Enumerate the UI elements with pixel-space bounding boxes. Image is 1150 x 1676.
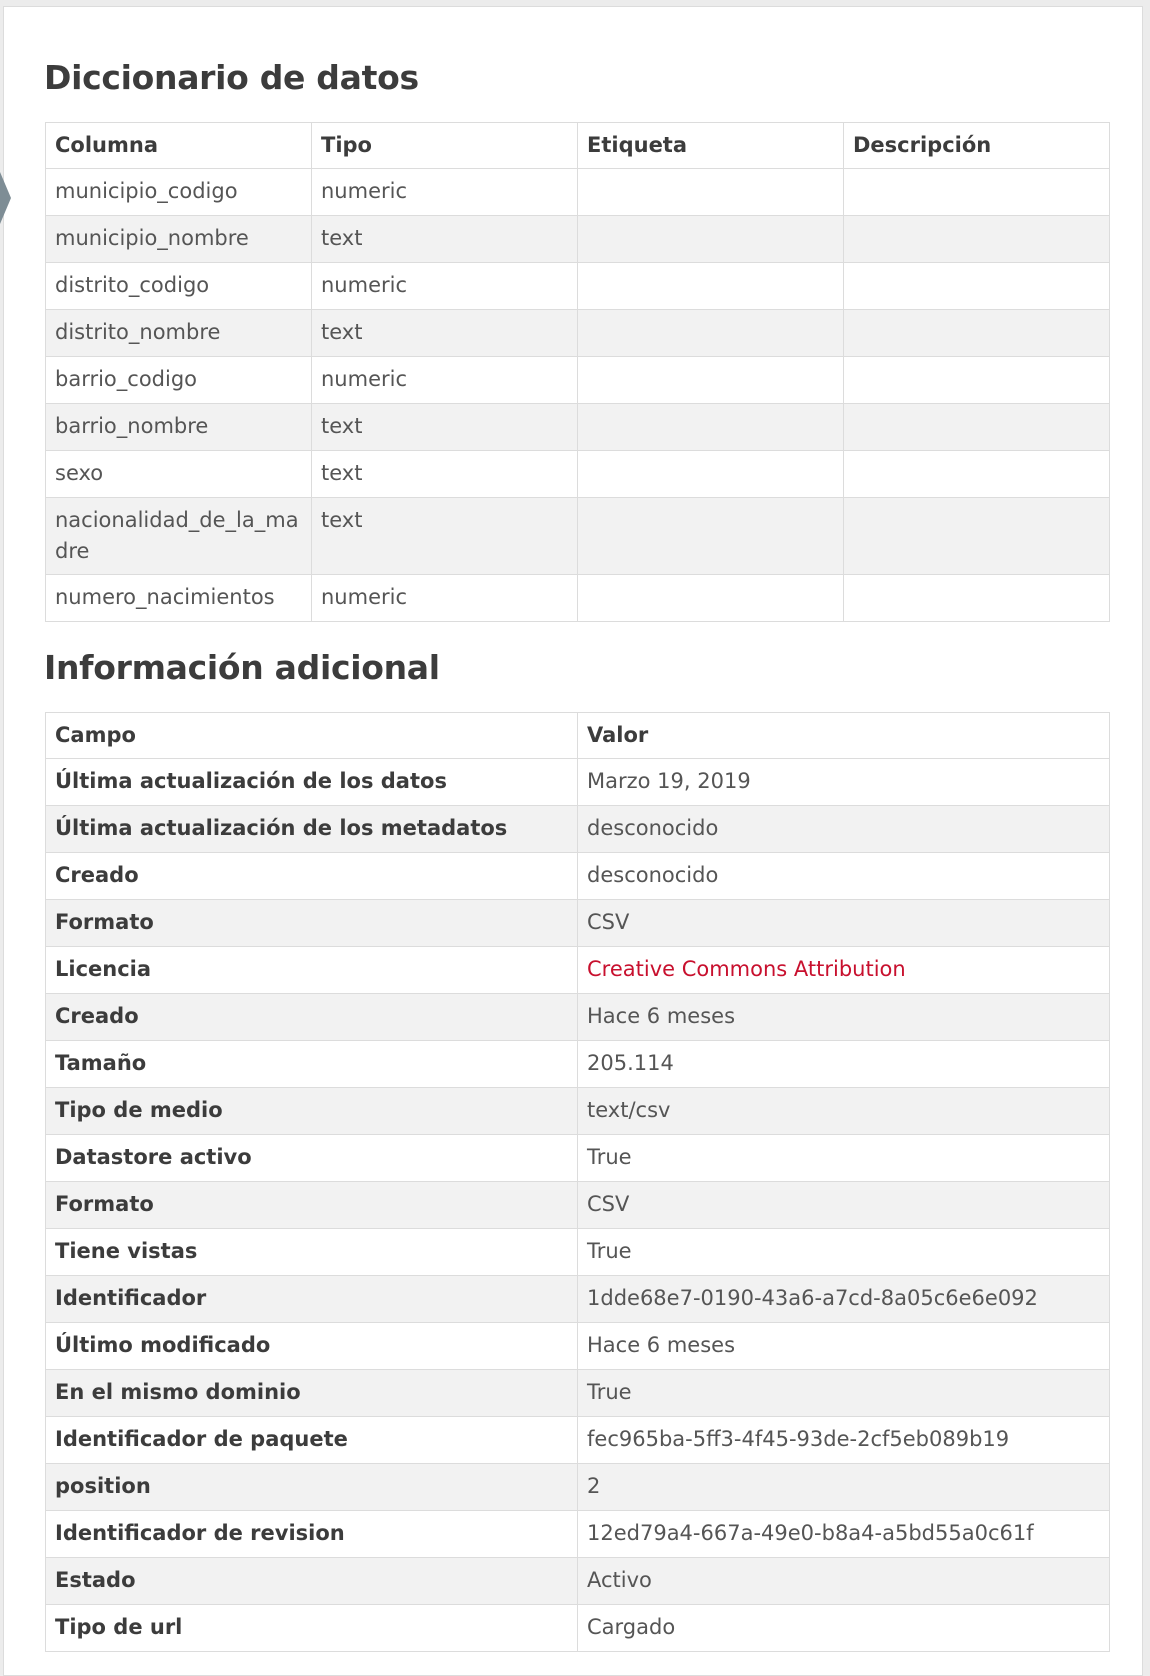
table-row <box>46 310 1110 357</box>
info-row <box>46 994 1110 1041</box>
header-value: Valor <box>578 713 1110 759</box>
info-row <box>46 1088 1110 1135</box>
cell-description <box>844 169 1110 216</box>
info-value: Cargado <box>578 1605 1110 1652</box>
info-field: Creado <box>46 853 578 900</box>
info-field: position <box>46 1464 578 1511</box>
cell-type: numeric <box>312 263 578 310</box>
cell-description <box>844 310 1110 357</box>
data-dictionary-table <box>45 122 1110 622</box>
table-row <box>46 451 1110 498</box>
license-link[interactable]: Creative Commons Attribution <box>587 957 906 981</box>
table-row <box>46 404 1110 451</box>
cell-column: distrito_nombre <box>46 310 312 357</box>
cell-description <box>844 575 1110 622</box>
info-row <box>46 1464 1110 1511</box>
header-label: Etiqueta <box>578 123 844 169</box>
info-value: fec965ba-5ff3-4f45-93de-2cf5eb089b19 <box>578 1417 1110 1464</box>
table-row <box>46 263 1110 310</box>
info-value <box>578 947 1110 994</box>
info-value: 12ed79a4-667a-49e0-b8a4-a5bd55a0c61f <box>578 1511 1110 1558</box>
cell-description <box>844 357 1110 404</box>
cell-column: municipio_codigo <box>46 169 312 216</box>
cell-label <box>578 216 844 263</box>
table-row <box>46 575 1110 622</box>
cell-description <box>844 498 1110 575</box>
info-value: Activo <box>578 1558 1110 1605</box>
header-type: Tipo <box>312 123 578 169</box>
cell-label <box>578 310 844 357</box>
info-field: Formato <box>46 1182 578 1229</box>
cell-type: text <box>312 451 578 498</box>
cell-label <box>578 498 844 575</box>
info-field: Identificador <box>46 1276 578 1323</box>
info-row <box>46 1229 1110 1276</box>
info-row <box>46 1605 1110 1652</box>
cell-type: numeric <box>312 169 578 216</box>
info-field: Tiene vistas <box>46 1229 578 1276</box>
table-header-row <box>46 123 1110 169</box>
cell-description <box>844 451 1110 498</box>
info-field: Tipo de medio <box>46 1088 578 1135</box>
table-row <box>46 216 1110 263</box>
info-field: Último modificado <box>46 1323 578 1370</box>
additional-info-title: Información adicional <box>44 648 440 687</box>
cell-column: nacionalidad_de_la_madre <box>46 498 312 575</box>
info-field: Estado <box>46 1558 578 1605</box>
info-row <box>46 1370 1110 1417</box>
info-row <box>46 1182 1110 1229</box>
info-value: Hace 6 meses <box>578 1323 1110 1370</box>
info-field: Datastore activo <box>46 1135 578 1182</box>
info-value: text/csv <box>578 1088 1110 1135</box>
info-value: 205.114 <box>578 1041 1110 1088</box>
cell-type: numeric <box>312 575 578 622</box>
cell-label <box>578 575 844 622</box>
cell-label <box>578 263 844 310</box>
side-arrow-icon[interactable] <box>0 172 11 224</box>
cell-type: numeric <box>312 357 578 404</box>
table-row <box>46 498 1110 575</box>
info-row <box>46 1135 1110 1182</box>
info-row <box>46 1558 1110 1605</box>
info-field: Formato <box>46 900 578 947</box>
info-row <box>46 947 1110 994</box>
data-dictionary-title: Diccionario de datos <box>44 58 419 97</box>
info-row <box>46 1417 1110 1464</box>
header-description: Descripción <box>844 123 1110 169</box>
table-row <box>46 357 1110 404</box>
info-value: True <box>578 1135 1110 1182</box>
info-value: True <box>578 1229 1110 1276</box>
table-row <box>46 169 1110 216</box>
info-field: Licencia <box>46 947 578 994</box>
cell-type: text <box>312 310 578 357</box>
info-field: Tipo de url <box>46 1605 578 1652</box>
cell-description <box>844 263 1110 310</box>
info-field: Tamaño <box>46 1041 578 1088</box>
info-row <box>46 759 1110 806</box>
cell-label <box>578 357 844 404</box>
cell-type: text <box>312 498 578 575</box>
info-value: Hace 6 meses <box>578 994 1110 1041</box>
info-row <box>46 1276 1110 1323</box>
cell-column: sexo <box>46 451 312 498</box>
info-field: Identificador de revision <box>46 1511 578 1558</box>
cell-label <box>578 404 844 451</box>
info-field: Creado <box>46 994 578 1041</box>
additional-info-table <box>45 712 1110 1652</box>
info-row <box>46 1041 1110 1088</box>
cell-label <box>578 451 844 498</box>
info-value: Marzo 19, 2019 <box>578 759 1110 806</box>
info-row <box>46 1323 1110 1370</box>
info-row <box>46 853 1110 900</box>
header-column: Columna <box>46 123 312 169</box>
cell-column: municipio_nombre <box>46 216 312 263</box>
info-value: CSV <box>578 1182 1110 1229</box>
cell-type: text <box>312 216 578 263</box>
cell-description <box>844 404 1110 451</box>
cell-column: distrito_codigo <box>46 263 312 310</box>
info-value: 1dde68e7-0190-43a6-a7cd-8a05c6e6e092 <box>578 1276 1110 1323</box>
info-field: Identificador de paquete <box>46 1417 578 1464</box>
info-field: En el mismo dominio <box>46 1370 578 1417</box>
info-field: Última actualización de los datos <box>46 759 578 806</box>
info-value: 2 <box>578 1464 1110 1511</box>
table-header-row <box>46 713 1110 759</box>
info-row <box>46 806 1110 853</box>
header-field: Campo <box>46 713 578 759</box>
info-row <box>46 900 1110 947</box>
cell-column: barrio_codigo <box>46 357 312 404</box>
cell-label <box>578 169 844 216</box>
info-value: desconocido <box>578 806 1110 853</box>
info-value: True <box>578 1370 1110 1417</box>
info-value: desconocido <box>578 853 1110 900</box>
cell-column: barrio_nombre <box>46 404 312 451</box>
info-field: Última actualización de los metadatos <box>46 806 578 853</box>
cell-type: text <box>312 404 578 451</box>
info-row <box>46 1511 1110 1558</box>
cell-column: numero_nacimientos <box>46 575 312 622</box>
info-value: CSV <box>578 900 1110 947</box>
cell-description <box>844 216 1110 263</box>
